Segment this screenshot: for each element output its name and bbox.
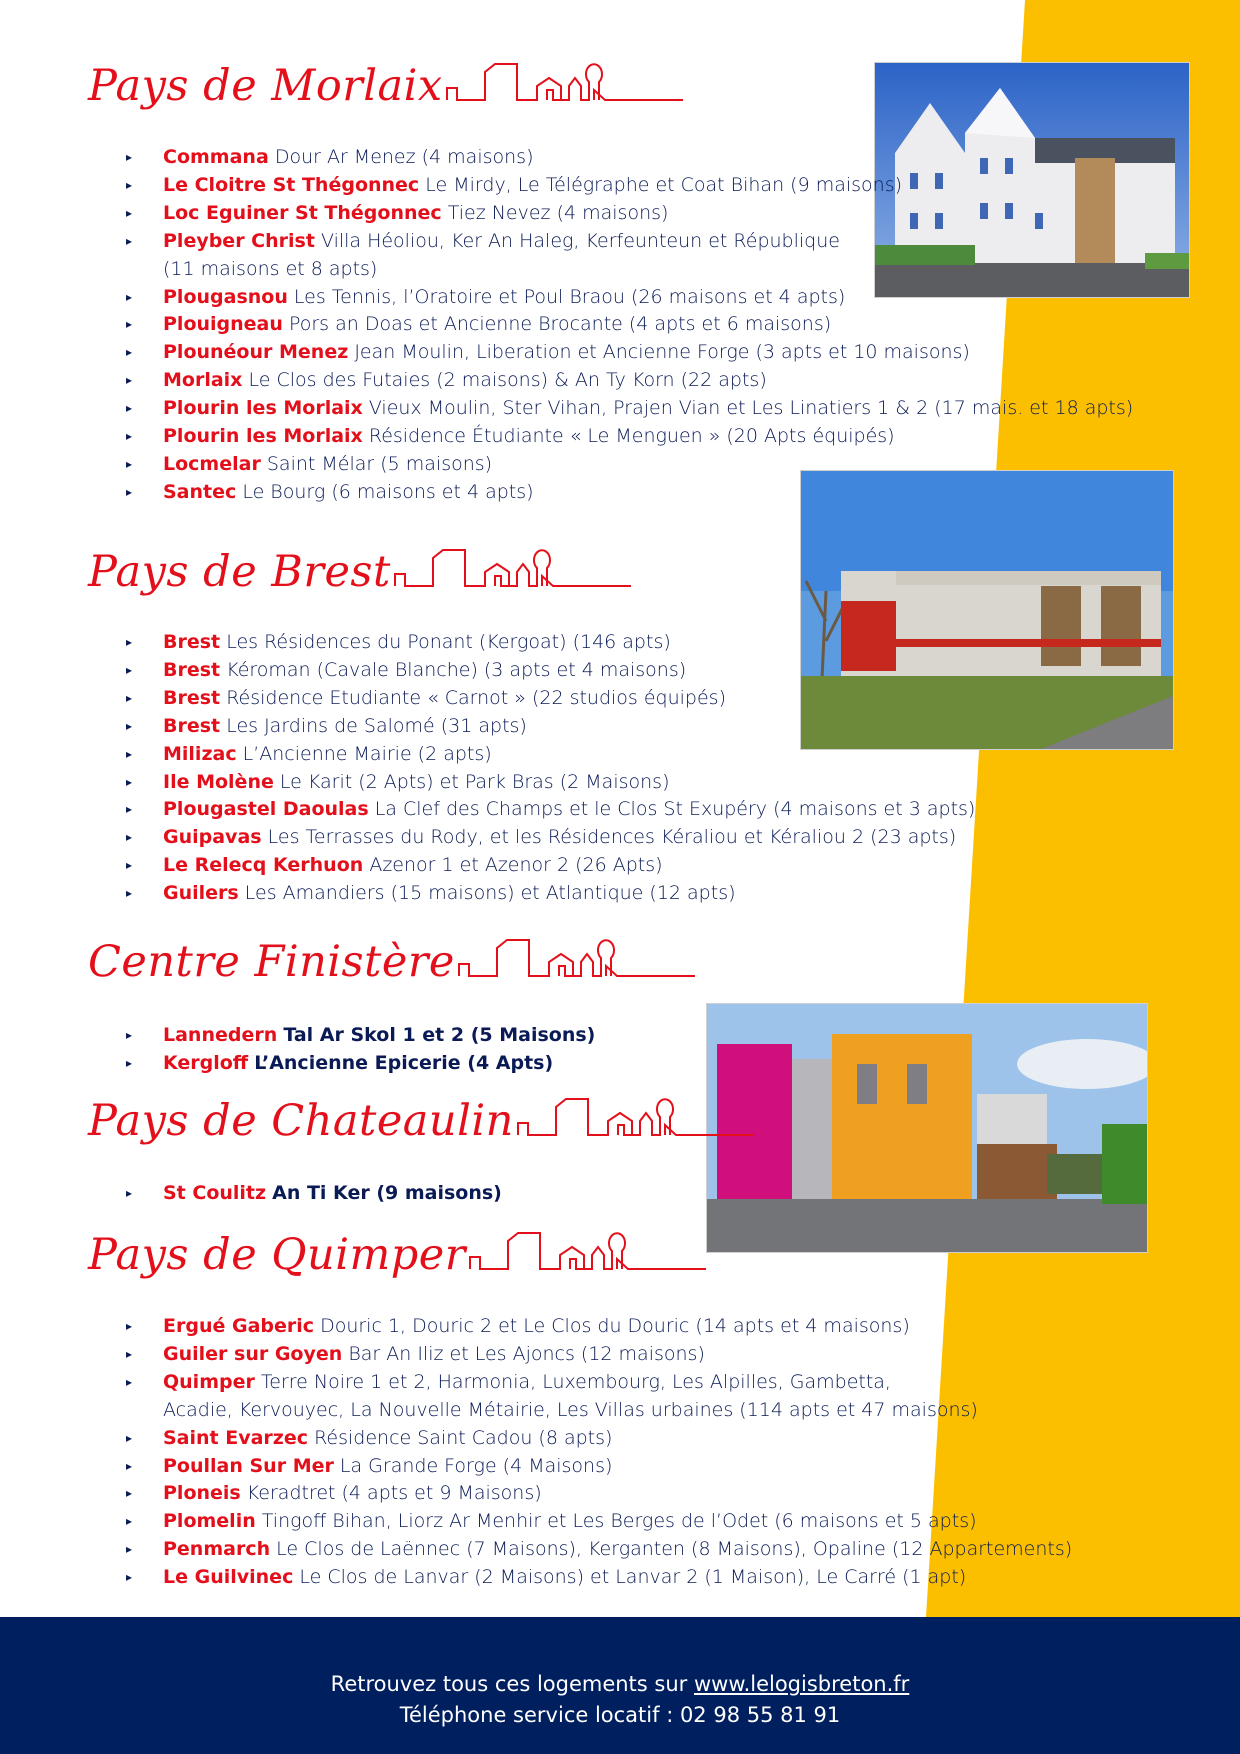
town-name: Le Guilvinec — [163, 1566, 294, 1589]
town-name: Le Cloitre St Thégonnec — [163, 173, 420, 196]
residence-description: Résidence Saint Cadou (8 apts) — [314, 1426, 613, 1449]
town-name: Plougastel Daoulas — [163, 798, 369, 821]
footer-prefix: Retrouvez tous ces logements sur — [330, 1672, 694, 1696]
town-name: Brest — [163, 658, 221, 681]
town-name: Penmarch — [163, 1538, 271, 1561]
town-name: Plourin les Morlaix — [163, 425, 363, 448]
bullet-icon: ▸ — [126, 1346, 133, 1361]
skyline-icon — [393, 542, 633, 598]
town-name: Plougasnou — [163, 285, 288, 308]
section-title-morlaix — [88, 52, 685, 112]
bullet-icon: ▸ — [126, 456, 133, 471]
bullet-icon: ▸ — [126, 373, 133, 388]
list-item — [120, 685, 975, 713]
residence-description: Le Karit (2 Apts) et Park Bras (2 Maisons) — [279, 770, 670, 793]
skyline-icon — [468, 1225, 708, 1281]
residence-description: Dour Ar Menez (4 maisons) — [274, 146, 534, 168]
town-name: Ergué Gaberic — [163, 1315, 315, 1337]
town-name: Ploneis — [163, 1482, 241, 1505]
list-item — [120, 200, 1133, 228]
town-name: Poullan Sur Mer — [163, 1454, 334, 1477]
bullet-icon: ▸ — [126, 830, 133, 845]
bullet-icon: ▸ — [126, 1319, 133, 1333]
residence-description-continued: (11 maisons et 8 apts) — [163, 257, 378, 280]
list-item — [120, 1425, 1072, 1453]
section-heading: Pays de Brest — [88, 547, 391, 597]
town-name: Plounéour Menez — [163, 341, 349, 364]
town-list-centre-finistere — [120, 1022, 595, 1078]
list-item — [120, 395, 1133, 423]
list-item — [120, 1050, 595, 1078]
residence-description: Pors an Doas et Ancienne Brocante (4 apts et 6 maisons) — [288, 313, 832, 336]
list-item — [120, 1480, 1072, 1508]
town-name: Lannedern — [163, 1024, 278, 1046]
bullet-icon: ▸ — [126, 858, 133, 873]
residence-description: Le Clos des Futaies (2 maisons) & An Ty Korn (22 apts) — [248, 369, 767, 392]
photo-colorful-building — [706, 1003, 1148, 1253]
bullet-icon: ▸ — [126, 1542, 133, 1557]
section-title-brest — [88, 538, 633, 598]
residence-description: Terre Noire 1 et 2, Harmonia, Luxembourg, Les Alpilles, Gambetta, — [260, 1370, 891, 1393]
residence-description: Villa Héoliou, Ker An Haleg, Kerfeunteun et République — [320, 229, 840, 252]
town-name: Quimper — [163, 1370, 255, 1393]
bullet-icon: ▸ — [126, 1055, 133, 1070]
residence-description: Vieux Moulin, Ster Vihan, Prajen Vian et Les Linatiers 1 & 2 (17 mais. et 18 apts) — [368, 397, 1134, 420]
town-list-chateaulin — [120, 1180, 502, 1208]
list-item — [120, 423, 1133, 451]
residence-description: Résidence Étudiante « Le Menguen » (20 Apts équipés) — [368, 425, 895, 448]
section-title-chateaulin — [88, 1087, 756, 1147]
town-name: Locmelar — [163, 452, 261, 475]
residence-description: Tal Ar Skol 1 et 2 (5 Maisons) — [283, 1024, 596, 1046]
list-item — [120, 1453, 1072, 1481]
town-name: Pleyber Christ — [163, 229, 315, 252]
town-name: Brest — [163, 631, 221, 653]
bullet-icon: ▸ — [126, 1028, 133, 1042]
residence-description: Les Résidences du Ponant (Kergoat) (146 apts) — [226, 631, 671, 653]
residence-description: Douric 1, Douric 2 et Le Clos du Douric (14 apts et 4 maisons) — [320, 1315, 910, 1337]
bullet-icon: ▸ — [126, 345, 133, 360]
residence-description: Jean Moulin, Liberation et Ancienne Forge (3 apts et 10 maisons) — [354, 341, 970, 364]
residence-description: Le Mirdy, Le Télégraphe et Coat Bihan (9 maisons) — [425, 173, 903, 196]
bullet-icon: ▸ — [126, 1458, 133, 1473]
bullet-icon: ▸ — [126, 1486, 133, 1501]
list-item — [120, 451, 1133, 479]
town-list-morlaix — [120, 144, 1133, 507]
bullet-icon: ▸ — [126, 317, 133, 332]
residence-description: Les Jardins de Salomé (31 apts) — [226, 714, 527, 737]
list-item — [120, 1508, 1072, 1536]
bullet-icon: ▸ — [126, 150, 133, 164]
bullet-icon: ▸ — [126, 635, 133, 649]
bullet-icon: ▸ — [126, 484, 133, 499]
residence-description: Saint Mélar (5 maisons) — [266, 452, 493, 475]
list-item — [120, 1564, 1072, 1592]
bullet-icon: ▸ — [126, 1374, 133, 1389]
town-name: Guilers — [163, 882, 239, 905]
list-item — [120, 144, 1133, 172]
residence-description: L’Ancienne Mairie (2 apts) — [242, 742, 492, 765]
bullet-icon: ▸ — [126, 205, 133, 220]
residence-description: Keradtret (4 apts et 9 Maisons) — [246, 1482, 542, 1505]
list-item — [120, 311, 1133, 339]
website-link[interactable]: www.lelogisbreton.fr — [693, 1672, 910, 1696]
town-name: Plouigneau — [163, 313, 283, 336]
town-name: Saint Evarzec — [163, 1426, 309, 1449]
residence-description: Tingoff Bihan, Liorz Ar Menhir et Les Berges de l’Odet (6 maisons et 5 apts) — [261, 1510, 977, 1533]
section-heading: Pays de Morlaix — [88, 61, 443, 111]
town-name: Guiler sur Goyen — [163, 1342, 343, 1365]
list-item — [120, 824, 975, 852]
bullet-icon: ▸ — [126, 233, 133, 248]
residence-description: Kéroman (Cavale Blanche) (3 apts et 4 maisons) — [226, 658, 687, 681]
bullet-icon: ▸ — [126, 662, 133, 677]
list-item — [120, 1022, 595, 1050]
list-item — [120, 1341, 1072, 1369]
town-name: Commana — [163, 146, 269, 168]
town-name: Loc Eguiner St Thégonnec — [163, 201, 442, 224]
town-name: Guipavas — [163, 826, 262, 849]
section-heading: Pays de Chateaulin — [88, 1096, 514, 1146]
list-item — [120, 629, 975, 657]
residence-description-continued: Acadie, Kervouyec, La Nouvelle Métairie, Les Villas urbaines (114 apts et 47 maisons) — [163, 1398, 978, 1421]
town-name: Brest — [163, 714, 221, 737]
residence-description: Le Clos de Laënnec (7 Maisons), Kerganten (8 Maisons), Opaline (12 Appartements) — [276, 1538, 1073, 1561]
list-item — [120, 284, 1133, 312]
residence-description: Le Clos de Lanvar (2 Maisons) et Lanvar 2 (1 Maison), Le Carré (1 apt) — [299, 1566, 967, 1589]
town-name: Plourin les Morlaix — [163, 397, 363, 420]
list-item — [120, 880, 975, 908]
skyline-icon — [445, 56, 685, 112]
residence-description: An Ti Ker (9 maisons) — [272, 1182, 502, 1204]
list-item — [120, 1369, 1072, 1425]
town-name: Kergloff — [163, 1051, 249, 1074]
list-item — [120, 713, 975, 741]
town-name: Plomelin — [163, 1510, 256, 1533]
list-item — [120, 228, 1133, 284]
town-name: Ile Molène — [163, 770, 274, 793]
skyline-icon — [516, 1091, 756, 1147]
town-name: Le Relecq Kerhuon — [163, 854, 364, 877]
list-item — [120, 657, 975, 685]
bullet-icon: ▸ — [126, 1186, 133, 1200]
list-item — [120, 796, 975, 824]
list-item — [120, 1536, 1072, 1564]
residence-description: La Grande Forge (4 Maisons) — [339, 1454, 613, 1477]
bullet-icon: ▸ — [126, 1430, 133, 1445]
residence-description: Bar An Iliz et Les Ajoncs (12 maisons) — [348, 1342, 705, 1365]
skyline-icon — [457, 932, 697, 988]
list-item — [120, 741, 975, 769]
residence-description: La Clef des Champs et le Clos St Exupéry (4 maisons et 3 apts) — [374, 798, 976, 821]
bullet-icon: ▸ — [126, 401, 133, 416]
list-item — [120, 479, 1133, 507]
residence-description: Les Tennis, l’Oratoire et Poul Braou (26 maisons et 4 apts) — [293, 285, 846, 308]
list-item — [120, 852, 975, 880]
list-item — [120, 367, 1133, 395]
residence-description: Les Terrasses du Rody, et les Résidences Kéraliou et Kéraliou 2 (23 apts) — [267, 826, 957, 849]
list-item — [120, 1313, 1072, 1341]
list-item — [120, 339, 1133, 367]
section-heading: Pays de Quimper — [88, 1230, 466, 1280]
footer-phone: Téléphone service locatif : 02 98 55 81 91 — [399, 1703, 841, 1727]
section-title-quimper — [88, 1221, 708, 1281]
town-name: St Coulitz — [163, 1182, 267, 1204]
residence-description: Le Bourg (6 maisons et 4 apts) — [242, 480, 534, 503]
residence-description: Azenor 1 et Azenor 2 (26 Apts) — [369, 854, 663, 877]
town-list-quimper — [120, 1313, 1072, 1592]
town-name: Santec — [163, 480, 237, 503]
bullet-icon: ▸ — [126, 1514, 133, 1529]
footer — [0, 1617, 1240, 1754]
section-heading: Centre Finistère — [88, 937, 455, 987]
list-item — [120, 769, 975, 797]
bullet-icon: ▸ — [126, 429, 133, 444]
residence-description: L’Ancienne Epicerie (4 Apts) — [254, 1051, 554, 1074]
list-item — [120, 1180, 502, 1208]
bullet-icon: ▸ — [126, 1570, 133, 1585]
list-item — [120, 172, 1133, 200]
section-title-centre-finistere — [88, 928, 697, 988]
town-list-brest — [120, 629, 975, 908]
bullet-icon: ▸ — [126, 289, 133, 304]
bullet-icon: ▸ — [126, 746, 133, 761]
bullet-icon: ▸ — [126, 690, 133, 705]
bullet-icon: ▸ — [126, 177, 133, 192]
footer-line-website — [0, 1669, 1240, 1700]
residence-description: Résidence Etudiante « Carnot » (22 studios équipés) — [226, 686, 726, 709]
bullet-icon: ▸ — [126, 802, 133, 817]
town-name: Milizac — [163, 742, 237, 765]
town-name: Brest — [163, 686, 221, 709]
residence-description: Les Amandiers (15 maisons) et Atlantique (12 apts) — [244, 882, 736, 905]
town-name: Morlaix — [163, 369, 243, 392]
bullet-icon: ▸ — [126, 886, 133, 901]
bullet-icon: ▸ — [126, 718, 133, 733]
residence-description: Tiez Nevez (4 maisons) — [447, 201, 669, 224]
bullet-icon: ▸ — [126, 774, 133, 789]
